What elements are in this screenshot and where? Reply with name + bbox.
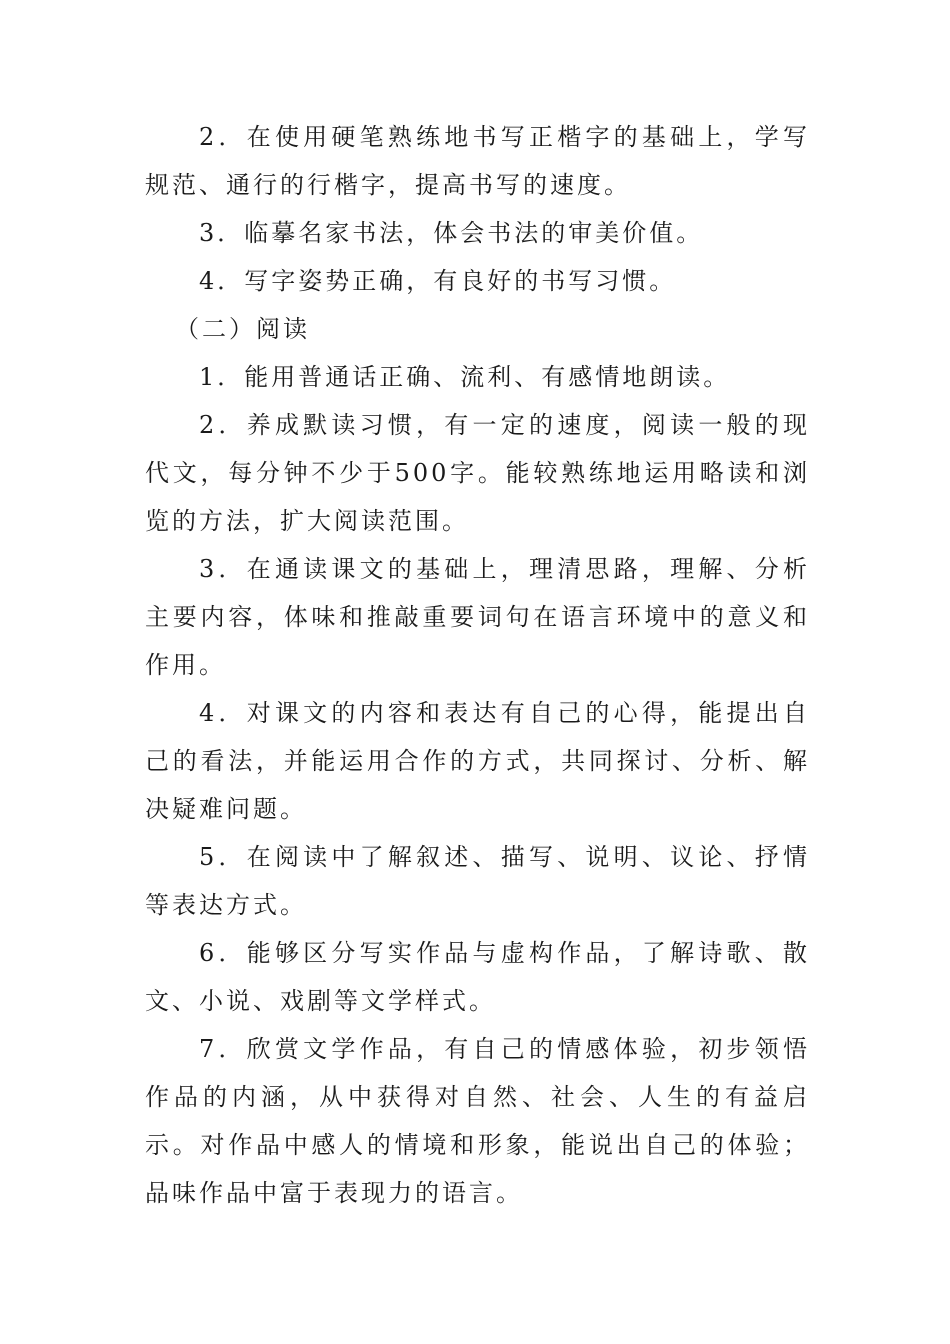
document-body	[145, 113, 810, 1217]
paragraph-reading-3: 3．在通读课文的基础上，理清思路，理解、分析主要内容，体味和推敲重要词句在语言环境中的意义和作用。	[145, 555, 810, 679]
paragraph-writing-3: 3．临摹名家书法，体会书法的审美价值。	[199, 219, 704, 247]
paragraph-reading-2: 2．养成默读习惯，有一定的速度，阅读一般的现代文，每分钟不少于500字。能较熟练地运用略读和浏览的方法，扩大阅读范围。	[145, 411, 810, 535]
paragraph-writing-2: 2．在使用硬笔熟练地书写正楷字的基础上，学写规范、通行的行楷字，提高书写的速度。	[145, 123, 810, 199]
section-heading-reading: （二）阅读	[175, 315, 310, 343]
paragraph-reading-7: 7．欣赏文学作品，有自己的情感体验，初步领悟作品的内涵，从中获得对自然、社会、人生的有益启示。对作品中感人的情境和形象，能说出自己的体验；品味作品中富于表现力的语言。	[145, 1035, 810, 1207]
paragraph-reading-1: 1．能用普通话正确、流利、有感情地朗读。	[199, 363, 731, 391]
paragraph-writing-4: 4．写字姿势正确，有良好的书写习惯。	[199, 267, 677, 295]
paragraph-reading-4: 4．对课文的内容和表达有自己的心得，能提出自己的看法，并能运用合作的方式，共同探讨、分析、解决疑难问题。	[145, 699, 810, 823]
paragraph-reading-6: 6．能够区分写实作品与虚构作品，了解诗歌、散文、小说、戏剧等文学样式。	[145, 939, 810, 1015]
paragraph-reading-5: 5．在阅读中了解叙述、描写、说明、议论、抒情等表达方式。	[145, 843, 810, 919]
